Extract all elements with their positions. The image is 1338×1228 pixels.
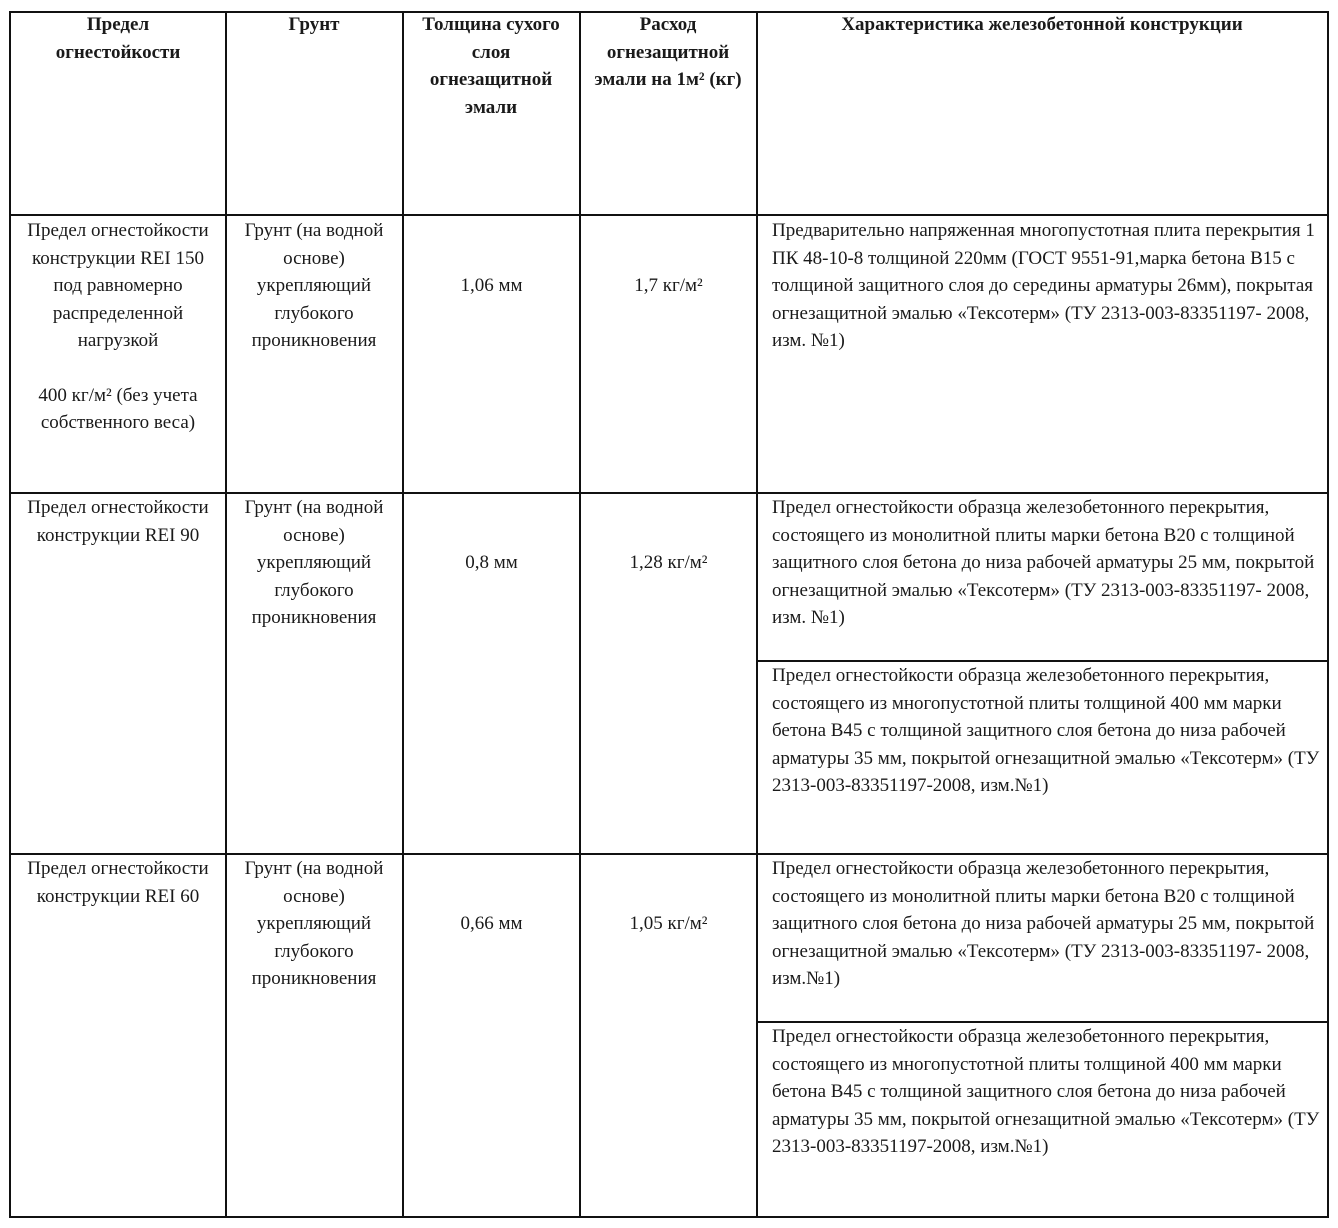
- row3-characteristic-2: Предел огнестойкости образца железобетонного перекрытия, состоящего из многопустотной плиты толщиной 400 мм марки бетона В45 с толщиной защитного слоя бетона до низа рабочей арматуры 35 мм, покрытой огнезащитной эмалью «Тексотерм» (ТУ 2313-003-83351197-2008, изм.№1): [772, 1026, 1320, 1157]
- column-divider: [225, 11, 227, 1218]
- row3-primer: Грунт (на водной основе) укрепляющий глубокого проникновения: [244, 858, 384, 989]
- row2-characteristic-1: Предел огнестойкости образца железобетонного перекрытия, состоящего из монолитной плиты марки бетона В20 с толщиной защитного слоя бетона до низа рабочей арматуры 25 мм, покрытой огнезащитной эмалью «Тексотерм» (ТУ 2313-003-83351197- 2008, изм. №1): [772, 497, 1315, 628]
- row1-consumption: 1,7 кг/м²: [634, 275, 703, 296]
- row1-characteristic: Предварительно напряженная многопустотная плита перекрытия 1 ПК 48-10-8 толщиной 220мм (ГОСТ 9551-91,марка бетона В15 с толщиной защитного слоя до середины арматуры 26мм), покрытая огнезащитной эмалью «Тексотерм» (ТУ 2313-003-83351197- 2008, изм. №1): [772, 220, 1315, 351]
- row2-primer: Грунт (на водной основе) укрепляющий глубокого проникновения: [244, 497, 384, 628]
- row2-characteristic-2: Предел огнестойкости образца железобетонного перекрытия, состоящего из многопустотной плиты толщиной 400 мм марки бетона В45 с толщиной защитного слоя бетона до низа рабочей арматуры 35 мм, покрытой огнезащитной эмалью «Тексотерм» (ТУ 2313-003-83351197-2008, изм.№1): [772, 665, 1320, 796]
- header-thickness: Толщина сухого слоя огнезащитной эмали: [422, 14, 560, 118]
- column-divider: [756, 11, 758, 1218]
- row3-thickness: 0,66 мм: [460, 913, 523, 934]
- column-divider: [579, 11, 581, 1218]
- table-border-bottom: [9, 1216, 1329, 1218]
- header-fire-limit: Предел огнестойкости: [55, 14, 181, 63]
- header-divider: [9, 214, 1329, 216]
- row2-consumption: 1,28 кг/м²: [629, 552, 708, 573]
- row1-thickness: 1,06 мм: [460, 275, 523, 296]
- header-consumption: Расход огнезащитной эмали на 1м² (кг): [594, 14, 742, 90]
- row2-fire-limit: Предел огнестойкости конструкции REI 90: [27, 497, 209, 546]
- fire-limit-text: Предел огнестойкости конструкции REI 150 под равномерно распределенной нагрузкой: [27, 220, 209, 351]
- header-primer: Грунт: [288, 14, 340, 35]
- table-border-left: [9, 11, 11, 1218]
- table-border-right: [1327, 11, 1329, 1218]
- column-divider: [402, 11, 404, 1218]
- row3-consumption: 1,05 кг/м²: [629, 913, 708, 934]
- fire-limit-load-text: 400 кг/м² (без учета собственного веса): [38, 384, 198, 433]
- row1-primer: Грунт (на водной основе) укрепляющий глубокого проникновения: [244, 220, 384, 351]
- row3-characteristic-1: Предел огнестойкости образца железобетонного перекрытия, состоящего из монолитной плиты марки бетона В20 с толщиной защитного слоя бетона до низа рабочей арматуры 25 мм, покрытой огнезащитной эмалью «Тексотерм» (ТУ 2313-003-83351197- 2008, изм.№1): [772, 858, 1315, 989]
- row2-thickness: 0,8 мм: [465, 552, 518, 573]
- row3-fire-limit: Предел огнестойкости конструкции REI 60: [27, 858, 209, 907]
- header-characteristics: Характеристика железобетонной конструкции: [841, 14, 1243, 35]
- row1-fire-limit: [20, 217, 216, 437]
